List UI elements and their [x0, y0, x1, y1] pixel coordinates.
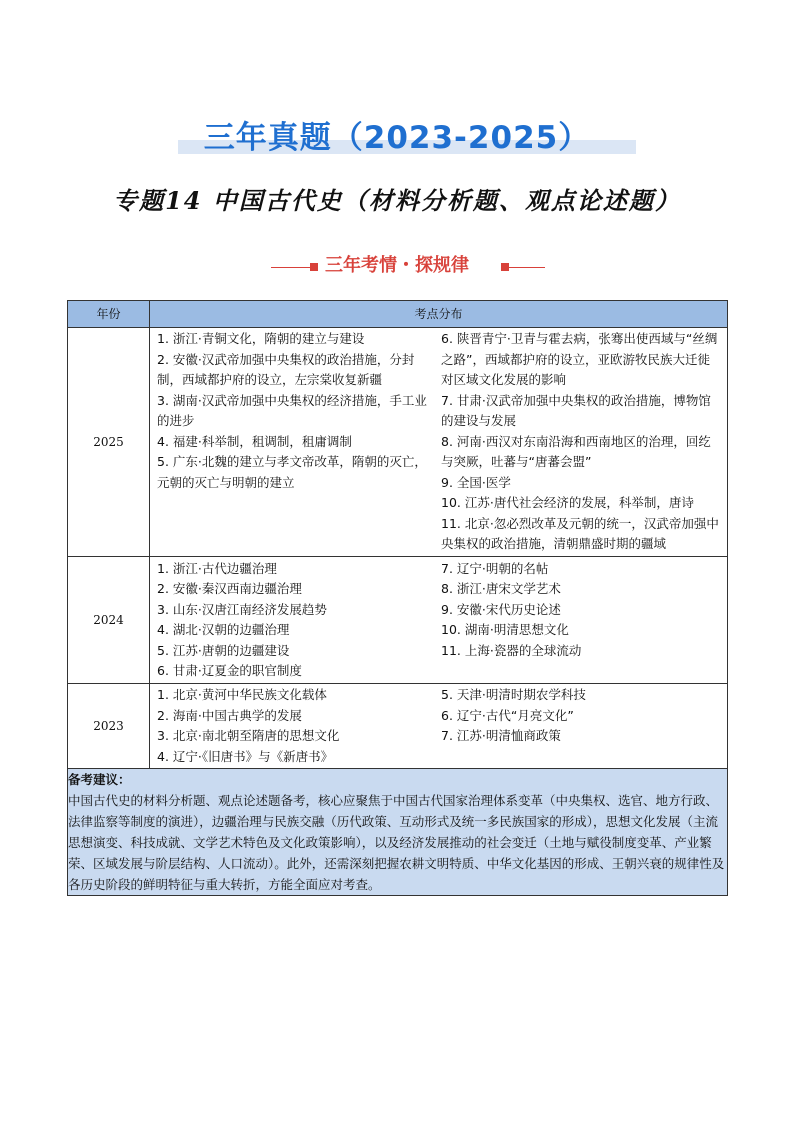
list-item: 2. 安徽·秦汉西南边疆治理: [157, 581, 302, 596]
advice-cell: [68, 769, 728, 896]
list-item: 8. 河南·西汉对东南沿海和西南地区的治理，回纥与突厥，吐蕃与“唐蕃会盟”: [441, 433, 711, 470]
section-line-right: [503, 267, 545, 268]
points-right-column: [441, 685, 721, 767]
year-cell: 2025: [68, 328, 150, 557]
year-cell: 2023: [68, 684, 150, 769]
advice-label: 备考建议：: [68, 772, 131, 787]
section-header: [0, 251, 794, 281]
points-cell: [150, 328, 728, 557]
list-item: 4. 福建·科举制，租调制，租庸调制: [157, 433, 352, 449]
advice-text: 中国古代史的材料分析题、观点论述题备考，核心应聚焦于中国古代国家治理体系变革（中央集权、选官、地方行政、法律监察等制度的演进），边疆治理与民族交融（历代政策、互动形式及统一多民族国家的形成），思想文化发展（主流思想演变、科技成就、文学艺术特色及文化政策影响），以及经济发展推动的社会变迁（土地与赋役制度变革、产业繁荣、区域发展与阶层结构、人口流动）。此外，还需深刻把握农耕文明特质、中华文化基因的形成、王朝兴衰的规律性及各历史阶段的鲜明特征与重大转折，方能全面应对考查。: [68, 793, 725, 892]
points-cell: [150, 557, 728, 684]
points-left-column: [157, 685, 441, 767]
list-item: 4. 湖北·汉朝的边疆治理: [157, 622, 290, 637]
advice-row: [68, 769, 728, 896]
list-item: 2. 安徽·汉武帝加强中央集权的政治措施，分封制，西域都护府的设立，左宗棠收复新疆: [157, 351, 415, 388]
table-row-2025: [68, 328, 728, 557]
year-cell: 2024: [68, 557, 150, 684]
list-item: 11. 北京·忽必烈改革及元朝的统一，汉武帝加强中央集权的政治措施，清朝鼎盛时期的疆域: [441, 515, 719, 552]
list-item: 7. 辽宁·明朝的名帖: [441, 560, 549, 576]
exam-table: [67, 300, 728, 896]
list-item: 9. 安徽·宋代历史论述: [441, 601, 561, 617]
list-item: 3. 湖南·汉武帝加强中央集权的经济措施，手工业的进步: [157, 392, 427, 429]
subtitle: 专题14 中国古代史（材料分析题、观点论述题）: [113, 186, 681, 215]
main-title: 三年真题（2023-2025）: [203, 120, 591, 156]
list-item: 4. 辽宁·《旧唐书》与《新唐书》: [157, 748, 334, 764]
section-title: 三年考情・探规律: [325, 255, 469, 276]
list-item: 1. 浙江·古代边疆治理: [157, 560, 277, 576]
list-item: 3. 山东·汉唐江南经济发展趋势: [157, 601, 327, 617]
list-item: 10. 江苏·唐代社会经济的发展，科举制，唐诗: [441, 495, 694, 511]
table-row-2023: [68, 684, 728, 769]
list-item: 9. 全国·医学: [441, 474, 511, 490]
points-cell: [150, 684, 728, 769]
title-area: [0, 110, 794, 160]
table-header-row: [68, 301, 728, 328]
points-left-column: [157, 329, 441, 555]
points-right-column: [441, 329, 721, 555]
list-item: 6. 陕晋青宁·卫青与霍去病，张骞出使西域与“丝绸之路”，西域都护府的设立，亚欧游牧民族大迁徙对区域文化发展的影响: [441, 331, 718, 388]
list-item: 3. 北京·南北朝至隋唐的思想文化: [157, 728, 340, 743]
list-item: 5. 天津·明清时期农学科技: [441, 687, 586, 702]
header-year: 年份: [68, 301, 150, 328]
list-item: 5. 江苏·唐朝的边疆建设: [157, 642, 290, 658]
list-item: 10. 湖南·明清思想文化: [441, 622, 569, 637]
list-item: 1. 浙江·青铜文化，隋朝的建立与建设: [157, 331, 365, 347]
header-points: 考点分布: [150, 301, 728, 328]
points-left-column: [157, 559, 441, 682]
list-item: 7. 甘肃·汉武帝加强中央集权的政治措施，博物馆的建设与发展: [441, 392, 711, 429]
list-item: 7. 江苏·明清恤商政策: [441, 728, 561, 743]
list-item: 1. 北京·黄河中华民族文化载体: [157, 687, 327, 702]
list-item: 2. 海南·中国古典学的发展: [157, 707, 302, 723]
list-item: 6. 辽宁·古代“月亮文化”: [441, 707, 574, 723]
list-item: 5. 广东·北魏的建立与孝文帝改革，隋朝的灭亡，元朝的灭亡与明朝的建立: [157, 454, 427, 490]
list-item: 8. 浙江·唐宋文学艺术: [441, 581, 561, 596]
list-item: 11. 上海·瓷器的全球流动: [441, 642, 582, 658]
points-right-column: [441, 559, 721, 682]
list-item: 6. 甘肃·辽夏金的职官制度: [157, 663, 302, 678]
table-row-2024: [68, 557, 728, 684]
